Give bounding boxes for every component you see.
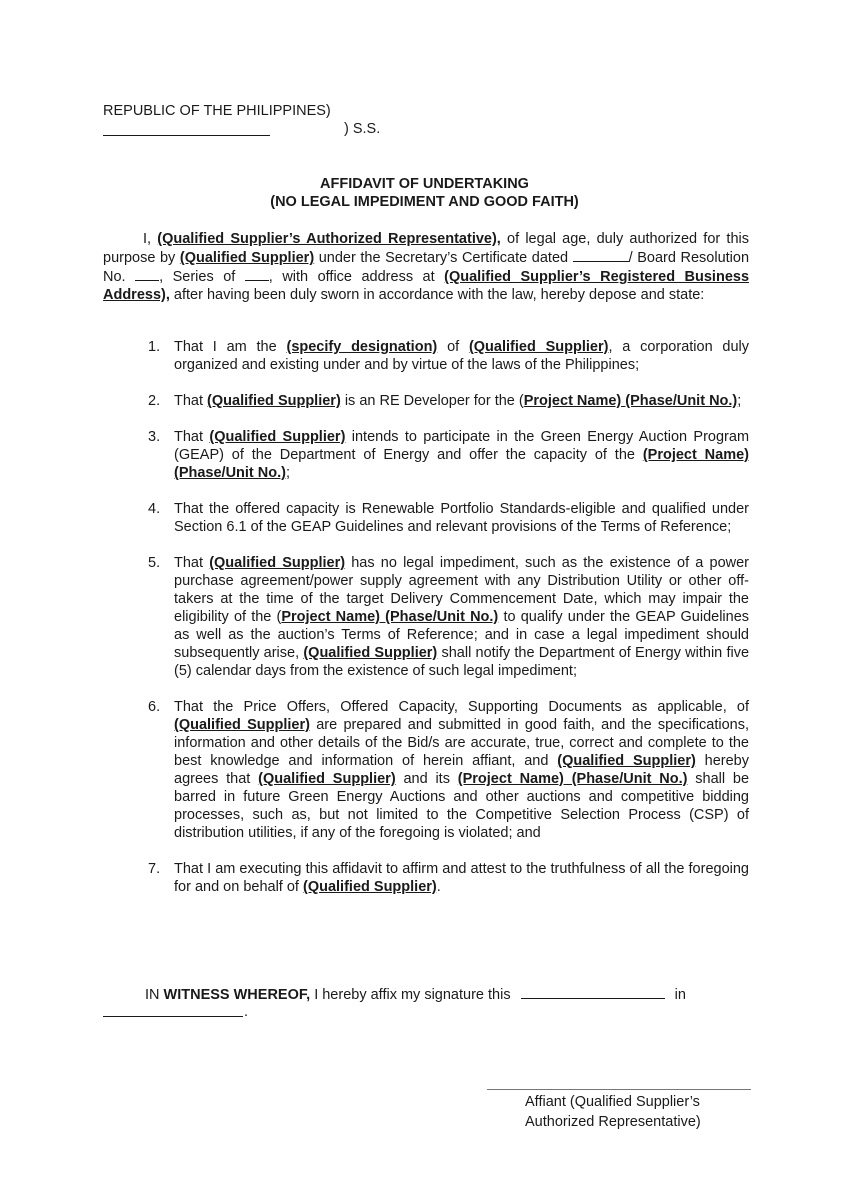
signature-place-blank <box>103 1016 243 1017</box>
document-subtitle: (NO LEGAL IMPEDIMENT AND GOOD FAITH) <box>270 194 579 210</box>
list-item <box>148 338 749 374</box>
item-number: 7. <box>148 861 161 877</box>
affiant-label-line1: Affiant (Qualified Supplier’s <box>525 1094 700 1110</box>
project-placeholder: Project Name) (Phase/Unit No.) <box>281 609 499 625</box>
item-text: , a corporation duly organized and existing under and by virtue of the laws of the Philippines; <box>174 339 750 373</box>
document-title: AFFIDAVIT OF UNDERTAKING <box>320 176 529 192</box>
witness-paragraph <box>103 985 749 1004</box>
item-number: 6. <box>148 699 161 715</box>
item-text: shall notify the Department of Energy within five (5) calendar days from the existence of such legal impediment; <box>174 645 750 679</box>
item-text: That <box>174 555 204 571</box>
designation-placeholder: (specify designation) <box>286 339 438 355</box>
witness-in: IN <box>145 987 160 1003</box>
item-text: to qualify under the GEAP Guidelines as well as the auction’s Terms of Reference; and in case a legal impediment should subsequently arise, <box>174 609 750 661</box>
affiant-label-line2: Authorized Representative) <box>525 1114 701 1130</box>
item-text: ; <box>285 465 291 481</box>
intro-text: under the Secretary’s Certificate dated <box>318 250 569 266</box>
intro-text: of legal age, duly authorized for this purpose by <box>103 231 749 266</box>
supplier-placeholder: (Qualified Supplier) <box>258 771 396 787</box>
intro-text: after having been duly sworn in accordance with the law, hereby depose and state: <box>173 287 705 303</box>
witness-whereof: WITNESS WHEREOF, <box>163 987 311 1003</box>
witness-text: in <box>674 987 686 1003</box>
item-text: ; <box>737 393 742 409</box>
intro-text: / Board Resolution No. <box>103 250 750 285</box>
intro-text: , Series of <box>159 269 236 285</box>
item-text: hereby agrees that <box>174 753 749 787</box>
item-text: . <box>436 879 441 895</box>
item-text: has no legal impediment, such as the existence of a power purchase agreement/power supply agreement with any Distribution Utility or other off-takers at the time of the target Delivery Commencement Date, which may impair the eligibility of the ( <box>174 555 750 625</box>
supplier-placeholder: (Qualified Supplier) <box>303 645 438 661</box>
undertaking-list <box>148 338 749 914</box>
item-text: That the Price Offers, Offered Capacity, Supporting Documents as applicable, of <box>174 699 749 715</box>
venue-republic: REPUBLIC OF THE PHILIPPINES) <box>103 103 331 119</box>
item-text: and its <box>403 771 450 787</box>
witness-period: . <box>244 1004 249 1020</box>
witness-text: I hereby affix my signature this <box>314 987 511 1003</box>
item-number: 3. <box>148 429 161 445</box>
list-item <box>148 698 749 842</box>
item-text: shall be barred in future Green Energy Auctions and other auctions and competitive bidding processes, such as, but not limited to the Competitive Selection Process (CSP) of distribution utilities, if any of the foregoing is violated; and <box>174 771 750 841</box>
supplier-placeholder: (Qualified Supplier) <box>174 717 310 733</box>
item-text: is an RE Developer for the ( <box>344 393 524 409</box>
item-text: That I am executing this affidavit to affirm and attest to the truthfulness of all the foregoing for and on behalf of <box>174 861 749 895</box>
item-text: are prepared and submitted in good faith, and the specifications, information and other details of the Bid/s are accurate, true, correct and complete to the best knowledge and information of herein affiant, and <box>174 717 750 769</box>
item-number: 4. <box>148 501 161 517</box>
item-text: That <box>174 429 204 445</box>
supplier-placeholder: (Qualified Supplier) <box>468 339 609 355</box>
series-blank <box>245 267 269 281</box>
item-text: That <box>174 393 204 409</box>
address-placeholder: (Qualified Supplier’s Registered Business Address), <box>103 269 750 303</box>
supplier-placeholder: (Qualified Supplier) <box>209 429 346 445</box>
list-item <box>148 392 749 410</box>
venue-city-blank <box>103 135 270 136</box>
list-item <box>148 554 749 680</box>
supplier-placeholder: (Qualified Supplier) <box>207 393 341 409</box>
resolution-number-blank <box>135 267 159 281</box>
project-placeholder: Project Name) (Phase/Unit No.) <box>523 393 738 409</box>
item-text: intends to participate in the Green Energy Auction Program (GEAP) of the Department of Energy and offer the capacity of the <box>174 429 750 463</box>
list-item <box>148 860 749 896</box>
intro-text: I, <box>143 231 152 247</box>
list-item <box>148 500 749 536</box>
signature-date-blank <box>521 985 665 999</box>
item-number: 2. <box>148 393 161 409</box>
intro-text: , with office address at <box>268 269 435 285</box>
venue-ss: ) S.S. <box>344 121 381 137</box>
intro-paragraph <box>103 230 749 304</box>
item-text: That I am the <box>174 339 277 355</box>
affiant-signature-line <box>487 1089 751 1090</box>
supplier-placeholder: (Qualified Supplier) <box>209 555 346 571</box>
item-text: That the offered capacity is Renewable Portfolio Standards-eligible and qualified under Section 6.1 of the GEAP Guidelines and relevant provisions of the Terms of Reference; <box>174 501 749 535</box>
supplier-placeholder: (Qualified Supplier) <box>557 753 696 769</box>
project-placeholder: (Project Name) (Phase/Unit No.) <box>174 447 749 481</box>
item-text: of <box>447 339 460 355</box>
supplier-placeholder: (Qualified Supplier) <box>179 250 315 266</box>
item-number: 1. <box>148 339 161 355</box>
project-placeholder: (Project Name) (Phase/Unit No.) <box>457 771 688 787</box>
item-number: 5. <box>148 555 161 571</box>
representative-placeholder: (Qualified Supplier’s Authorized Representative), <box>157 231 501 247</box>
date-blank <box>573 248 629 262</box>
list-item <box>148 428 749 482</box>
supplier-placeholder: (Qualified Supplier) <box>303 879 437 895</box>
